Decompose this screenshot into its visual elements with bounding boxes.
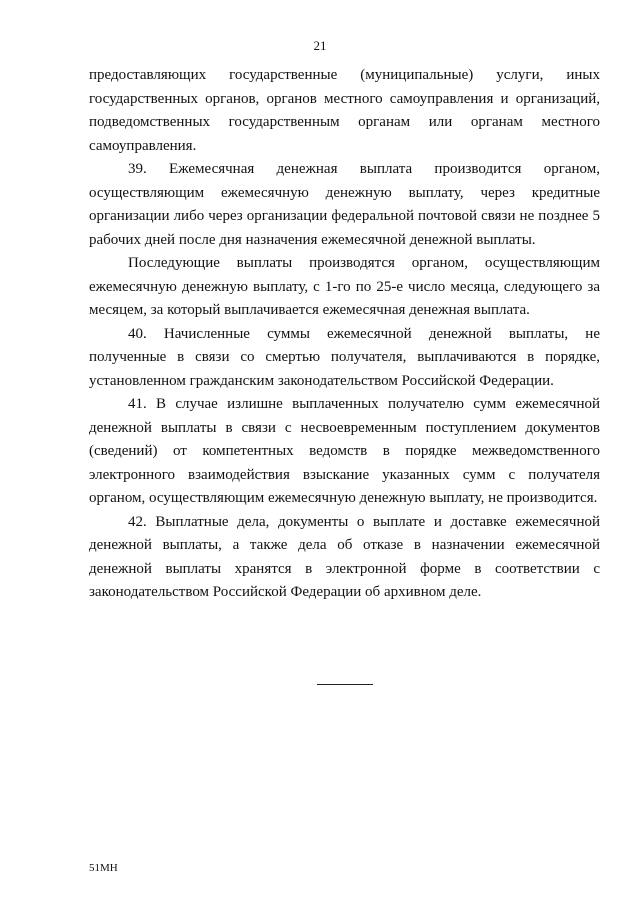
paragraph-40: 40. Начисленные суммы ежемесячной денежной выплаты, не полученные в связи со смертью получателя, выплачиваются в порядке, установленном гражданским законодательством Российской Федерации. <box>89 325 600 389</box>
document-body <box>89 64 600 605</box>
paragraph-39: 39. Ежемесячная денежная выплата производится органом, осуществляющим ежемесячную денежную выплату, через кредитные организации либо через организации федеральной почтовой связи не позднее 5 рабочих дней после дня назначения ежемесячной денежной выплаты. <box>89 161 600 248</box>
page-number: 21 <box>313 38 327 53</box>
paragraph-41: 41. В случае излишне выплаченных получателю сумм ежемесячной денежной выплаты в связи с несвоевременным поступлением документов (сведений) от компетентных ведомств в порядке межведомственного электронного взаимодействия взыскание указанных сумм с получателя органом, осуществляющим ежемесячную денежную выплату, не производится. <box>89 396 600 506</box>
end-of-text-rule <box>317 684 373 685</box>
paragraph-39-continued: Последующие выплаты производятся органом, осуществляющим ежемесячную денежную выплату, с 1-го по 25-е число месяца, следующего за месяцем, за который выплачивается ежемесячная денежная выплата. <box>89 255 600 318</box>
paragraph-42: 42. Выплатные дела, документы о выплате и доставке ежемесячной денежной выплаты, а также дела об отказе в назначении ежемесячной денежной выплаты хранятся в электронной форме в соответствии с законодательством Российской Федерации об архивном деле. <box>89 513 600 600</box>
footer-document-code: 51МН <box>89 862 118 874</box>
paragraph-continuation: предоставляющих государственные (муниципальные) услуги, иных государственных органов, органов местного самоуправления и организаций, подведомственных государственным органам или органам местного самоуправления. <box>89 67 600 154</box>
